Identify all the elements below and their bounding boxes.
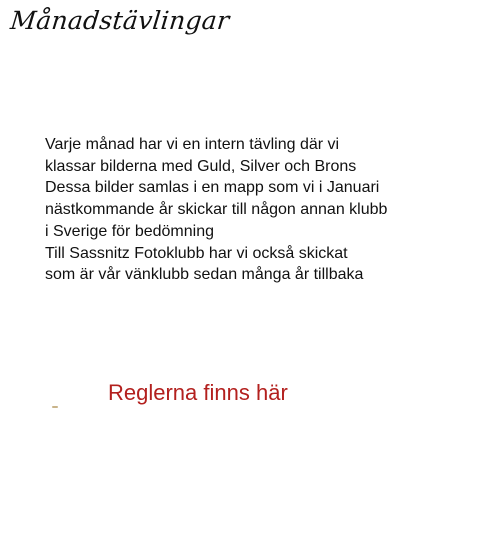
rules-link[interactable]: Reglerna finns här [108,380,288,405]
intro-line: nästkommande år skickar till någon annan klubb [45,201,388,219]
page-title: Månadstävlingar [9,6,231,35]
intro-line: klassar bilderna med Guld, Silver och Brons [45,157,357,175]
intro-line: Till Sassnitz Fotoklubb har vi också skickat [45,244,348,262]
decorative-mark [52,406,58,408]
intro-line: Varje månad har vi en intern tävling där vi [45,136,340,153]
intro-line: Dessa bilder samlas i en mapp som vi i Januari [45,179,380,197]
intro-line: som är vår vänklubb sedan många år tillbaka [45,266,364,284]
intro-text [45,134,485,286]
intro-line: i Sverige för bedömning [45,222,214,240]
